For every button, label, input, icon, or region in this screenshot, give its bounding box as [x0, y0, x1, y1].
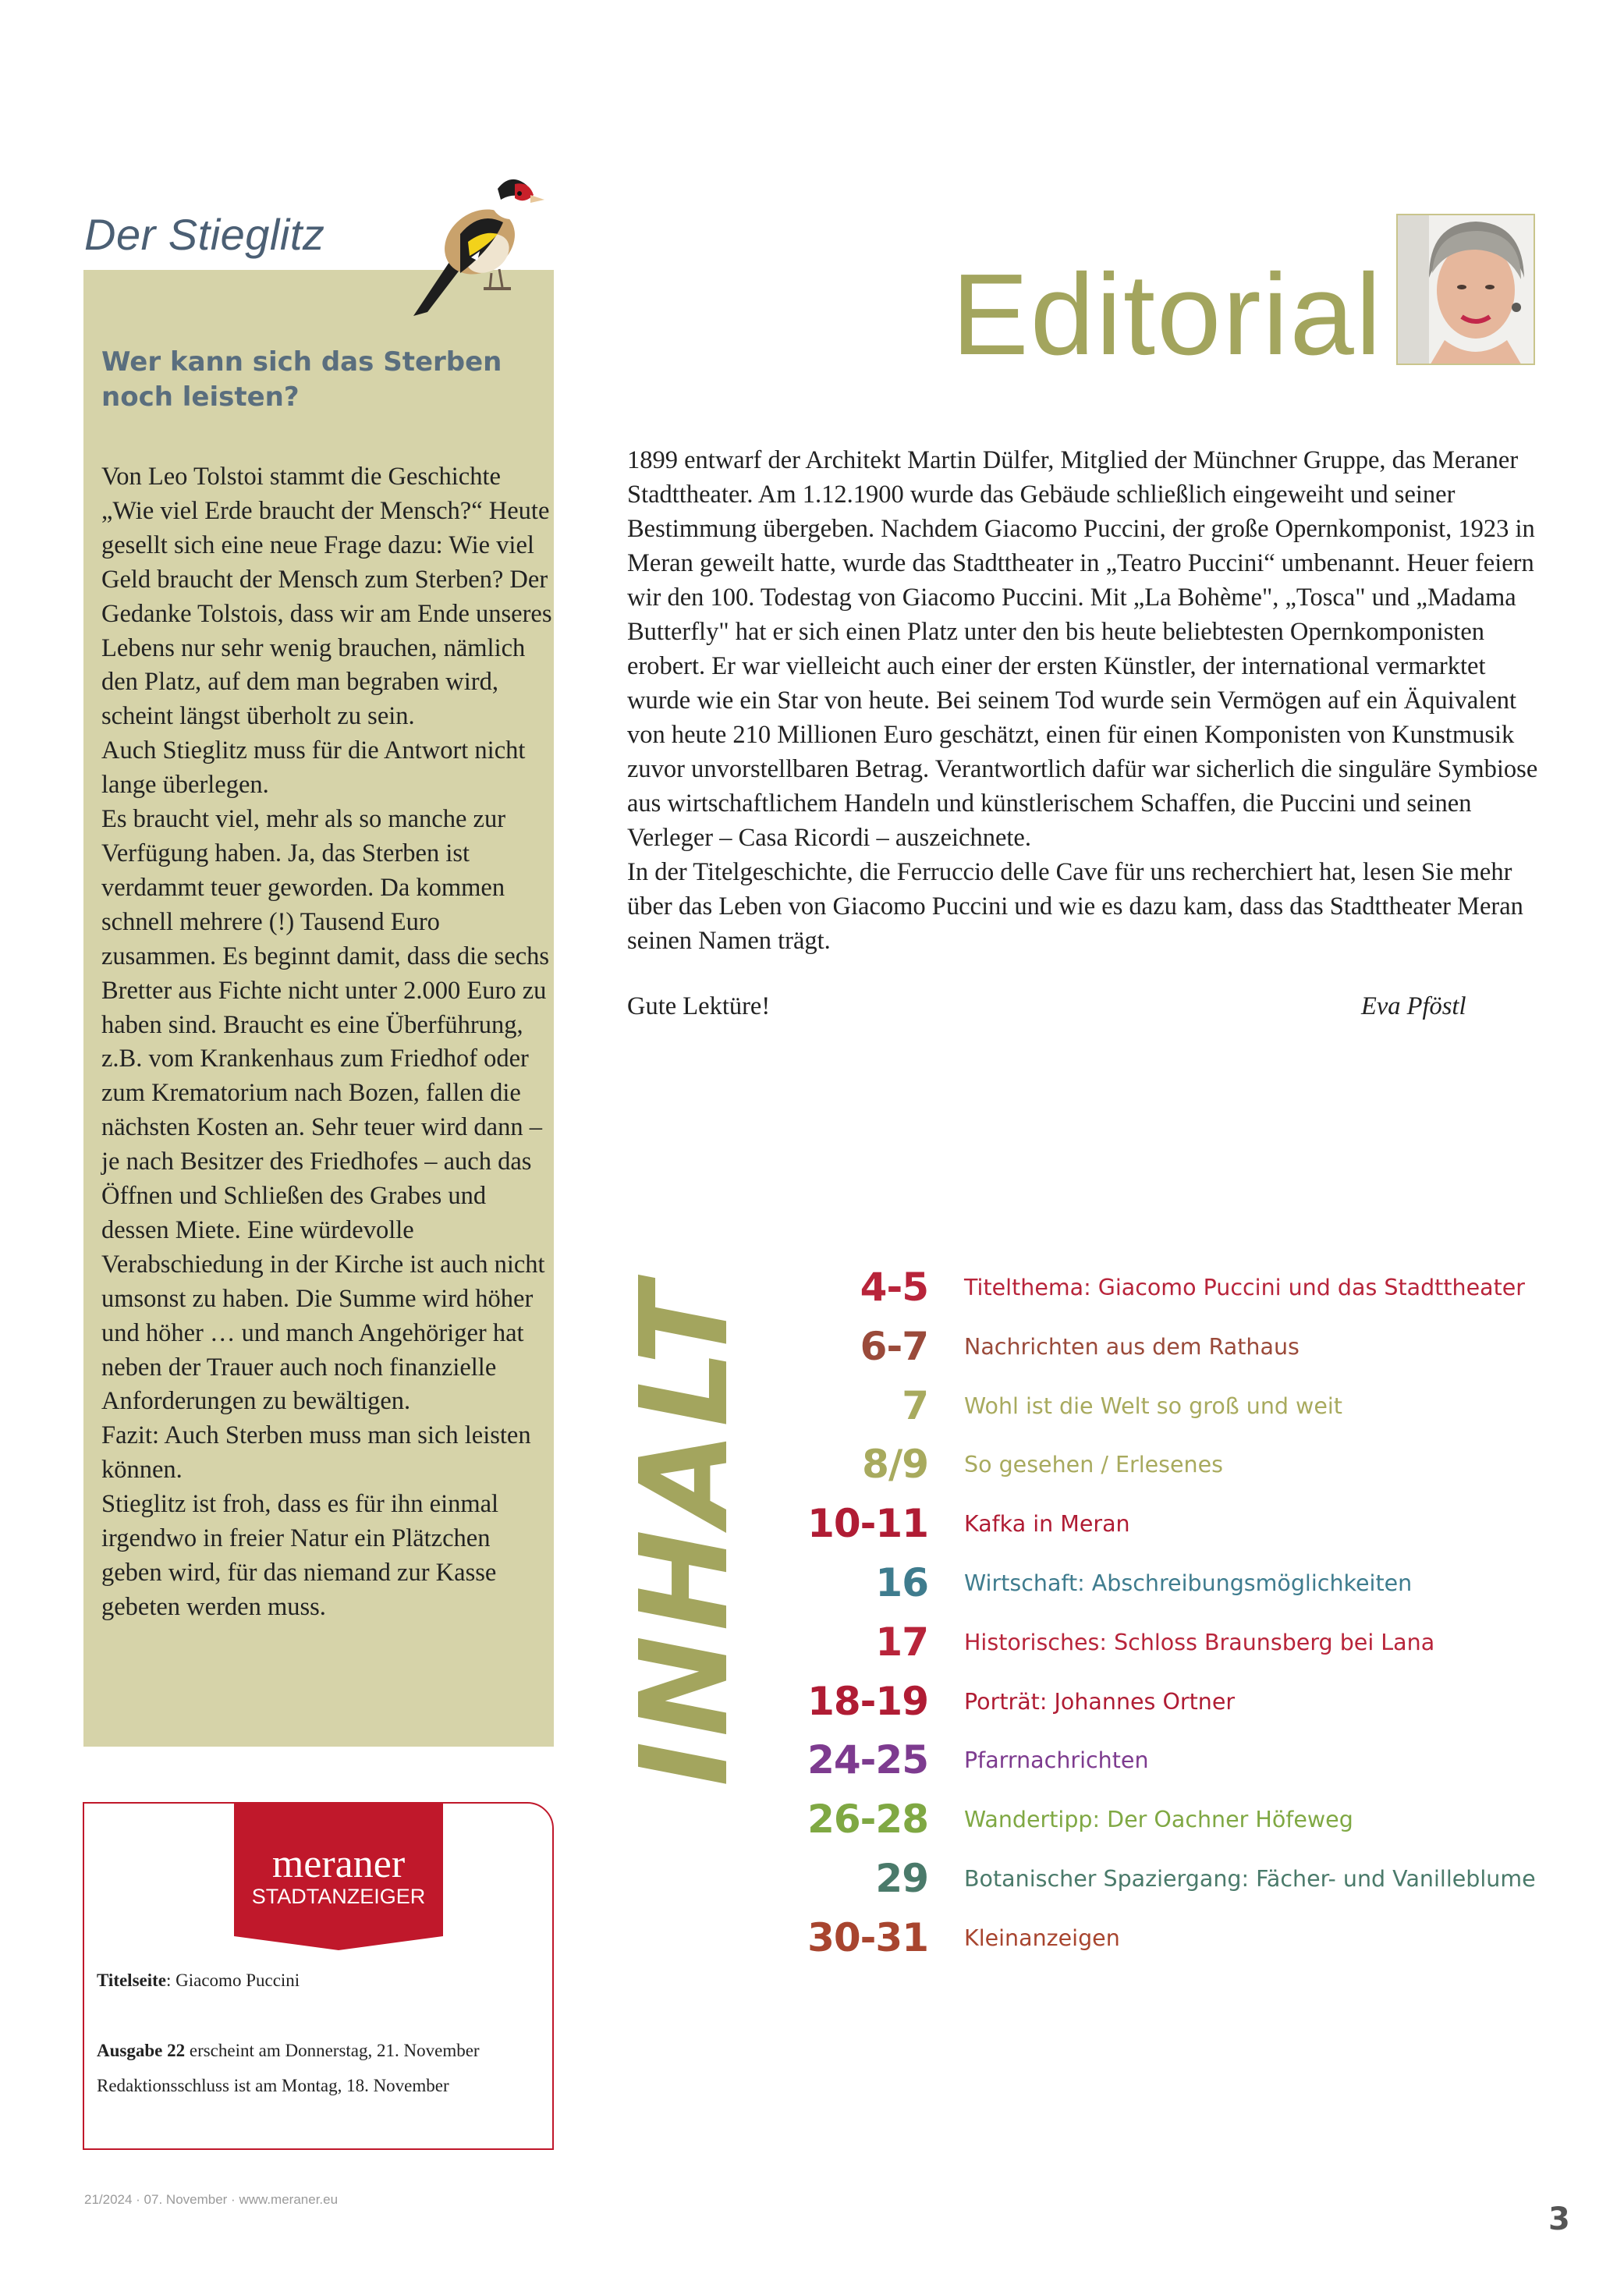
issue-value: erscheint am Donnerstag, 21. November	[185, 2041, 480, 2060]
toc-entry-title: Wandertipp: Der Oachner Höfeweg	[964, 1807, 1353, 1833]
toc-page-number: 16	[875, 1560, 928, 1605]
editorial-title: Editorial	[952, 250, 1383, 379]
stieglitz-body	[101, 460, 554, 1625]
toc-entry-title: Kafka in Meran	[964, 1511, 1130, 1538]
stieglitz-paragraph: Auch Stieglitz muss für die Antwort nicht lange überlegen.	[101, 736, 526, 800]
toc-page-number: 30-31	[807, 1914, 928, 1960]
toc-page-number: 29	[875, 1856, 928, 1901]
logo-line-2: STADTANZEIGER	[251, 1885, 426, 1908]
issue-label: Ausgabe 22	[97, 2041, 186, 2060]
editorial-greeting: Gute Lektüre!	[627, 992, 771, 1020]
toc-entry-title: Historisches: Schloss Braunsberg bei Lana	[964, 1629, 1435, 1655]
toc-entry-title: Nachrichten aus dem Rathaus	[964, 1333, 1300, 1360]
toc-page-number: 18-19	[807, 1678, 928, 1724]
toc-page-number: 26-28	[807, 1797, 928, 1843]
stieglitz-subtitle: Wer kann sich das Sterben noch leisten?	[101, 346, 502, 413]
author-portrait	[1396, 214, 1535, 365]
page-number: 3	[1548, 2201, 1570, 2237]
cover-info	[97, 1971, 300, 1991]
cover-label: Titelseite	[97, 1971, 166, 1990]
deadline-info: Redaktionsschluss ist am Montag, 18. November	[97, 2076, 449, 2095]
inhalt-heading: INHALT	[614, 1278, 755, 1786]
toc-page-number: 24-25	[807, 1737, 928, 1783]
toc-page-number: 6-7	[860, 1323, 928, 1369]
logo-line-1: meraner	[271, 1842, 406, 1886]
toc-entry-title: Kleinanzeigen	[964, 1924, 1120, 1951]
editorial-paragraph: 1899 entwarf der Architekt Martin Dülfer, Mitglied der Münchner Gruppe, das Meraner Stadttheater. Am 1.12.1900 wurde das Gebäude schließlich eingeweiht und seiner Bestimmung übergeben. Nachdem Giacomo Puccini, der große Opernkomponist, 1923 in Meran geweilt hatte, wurde das Stadttheater in „Teatro Puccini“ umbenannt. Heuer feiern wir den 100. Todestag von Giacomo Puccini. Mit „La Bohème", „Tosca" und „Madama Butterfly" hat er sich einen Platz unter den bis heute beliebtesten Opernkomponisten erobert. Er war vielleicht auch einer der ersten Künstler, der international vermarktet wurde wie ein Star von heute. Bei seinem Tod wurde sein Vermögen auf ein Äquivalent von heute 210 Millionen Euro geschätzt, einen für einen Komponisten von Kunstmusik zuvor unvorstellbaren Betrag. Verantwortlich dafür war sicherlich die singuläre Symbiose aus wirtschaftlichem Handeln und künstlerischem Schaffen, die Puccini und seinen Verleger – Casa Ricordi – auszeichnete.	[627, 446, 1538, 852]
stieglitz-paragraph: Stieglitz ist froh, dass es für ihn einmal irgendwo in freier Natur ein Plätzchen geben wird, für das niemand zur Kasse gebeten werden muss.	[101, 1490, 499, 1621]
editorial-paragraph: In der Titelgeschichte, die Ferruccio delle Cave für uns recherchiert hat, lesen Sie mehr über das Leben von Giacomo Puccini und wie es dazu kam, dass das Stadttheater Meran seinen Namen trägt.	[627, 858, 1523, 955]
goldfinch-illustration	[406, 164, 546, 320]
editorial-body	[627, 443, 1538, 958]
toc-entry-title: Porträt: Johannes Ortner	[964, 1688, 1236, 1715]
toc-page-number: 4-5	[860, 1265, 928, 1310]
meraner-logo	[234, 1802, 443, 1950]
stieglitz-paragraph: Von Leo Tolstoi stammt die Geschichte „Wie viel Erde braucht der Mensch?“ Heute gesellt sich eine neue Frage dazu: Wie viel Geld braucht der Mensch zum Sterben? Der Gedanke Tolstois, dass wir am Ende unseres Lebens nur sehr wenig brauchen, nämlich den Platz, auf dem man begraben wird, scheint längst überholt zu sein.	[101, 463, 552, 731]
cover-value: : Giacomo Puccini	[166, 1971, 300, 1990]
footer-info: 21/2024 · 07. November · www.meraner.eu	[84, 2192, 339, 2207]
toc-entry-title: Pfarrnachrichten	[964, 1747, 1149, 1774]
toc-page-number: 8/9	[862, 1442, 928, 1488]
issue-info	[97, 2041, 480, 2061]
stieglitz-paragraph: Fazit: Auch Sterben muss man sich leisten können.	[101, 1421, 531, 1485]
toc-entry-title: Botanischer Spaziergang: Fächer- und Vanilleblume	[964, 1866, 1536, 1892]
stieglitz-paragraph: Es braucht viel, mehr als so manche zur Verfügung haben. Ja, das Sterben ist verdammt teuer geworden. Da kommen schnell mehrere (!) Tausend Euro zusammen. Es beginnt damit, dass die sechs Bretter aus Fichte nicht unter 2.000 Euro zu haben sind. Braucht es eine Überführung, z.B. vom Krankenhaus zum Friedhof oder zum Krematorium nach Bozen, fallen die nächsten Kosten an. Sehr teuer wird dann – je nach Besitzer des Friedhofes – auch das Öffnen und Schließen des Grabes und dessen Miete. Eine würdevolle Verabschiedung in der Kirche ist auch nicht umsonst zu haben. Die Summe wird höher und höher … und manch Angehöriger hat neben der Trauer auch noch finanzielle Anforderungen zu bewältigen.	[101, 805, 550, 1416]
stieglitz-title: Der Stieglitz	[84, 210, 325, 259]
toc-page-number: 7	[902, 1382, 928, 1428]
toc-entry-title: Titelthema: Giacomo Puccini und das Stadttheater	[964, 1275, 1526, 1300]
toc-entry-title: Wirtschaft: Abschreibungsmöglichkeiten	[964, 1570, 1413, 1596]
toc-entry-title: Wohl ist die Welt so groß und weit	[964, 1392, 1342, 1419]
toc-page-number: 10-11	[807, 1501, 928, 1547]
editorial-author: Eva Pföstl	[1361, 992, 1466, 1020]
toc-entry-title: So gesehen / Erlesenes	[964, 1452, 1223, 1478]
toc-page-number: 17	[875, 1619, 928, 1665]
